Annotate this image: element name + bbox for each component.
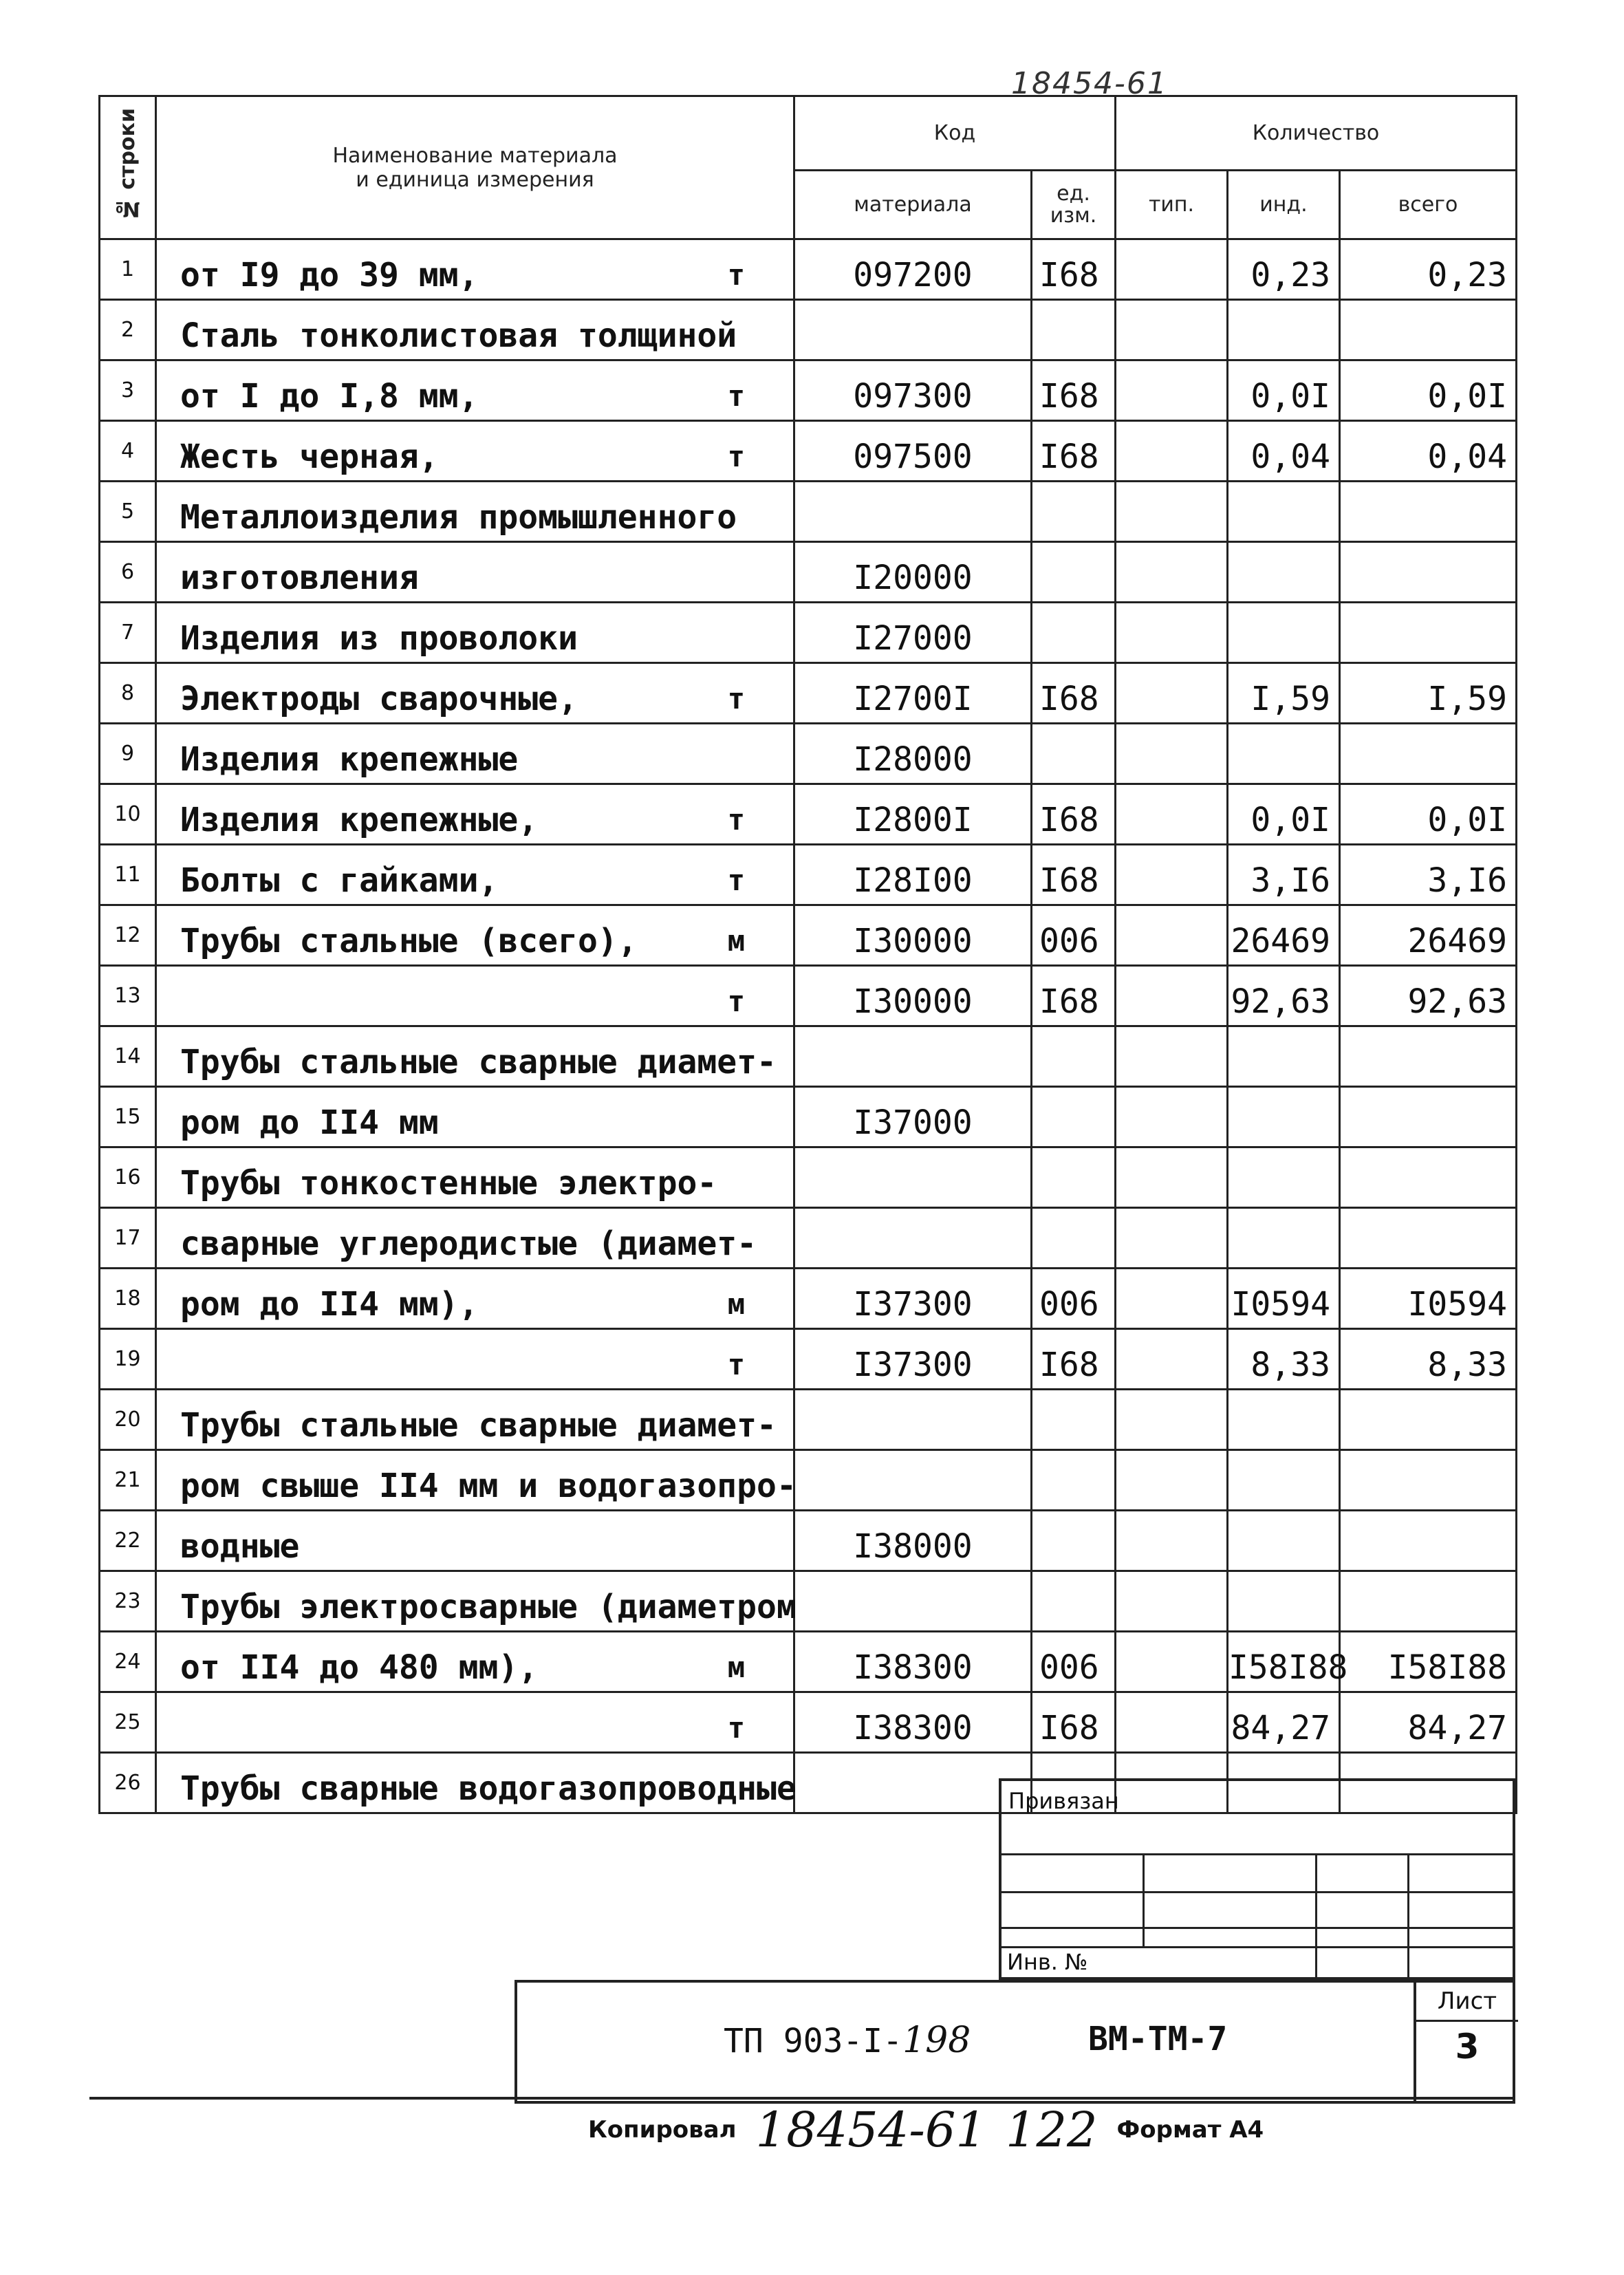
row-unit: т <box>727 984 745 1018</box>
row-name-text: изготовления <box>180 559 419 597</box>
row-number: 10 <box>100 784 156 845</box>
row-qty-total: 92,63 <box>1340 966 1517 1026</box>
row-number: 25 <box>100 1692 156 1753</box>
row-name <box>156 603 794 663</box>
row-number: 14 <box>100 1026 156 1087</box>
row-unit: т <box>727 379 745 413</box>
row-qty-typ <box>1116 603 1228 663</box>
row-code <box>794 1026 1032 1087</box>
copied-number-2: 122 <box>1005 2102 1098 2158</box>
row-name-text: Трубы сварные водогазопроводные <box>180 1769 797 1808</box>
row-number: 18 <box>100 1269 156 1329</box>
row-unit-code <box>1032 482 1116 542</box>
stamp-divider <box>1407 1853 1409 1977</box>
row-name-text: от II4 до 480 мм), <box>180 1648 539 1687</box>
sheet-number: 3 <box>1455 2027 1480 2067</box>
row-qty-typ <box>1116 1269 1228 1329</box>
row-qty-ind <box>1228 1026 1340 1087</box>
row-number: 3 <box>100 360 156 421</box>
row-qty-total <box>1340 603 1517 663</box>
row-name <box>156 724 794 784</box>
row-name <box>156 1147 794 1208</box>
sheet-box <box>1414 1983 1518 2101</box>
row-number: 26 <box>100 1753 156 1813</box>
row-qty-total <box>1340 1511 1517 1571</box>
row-qty-ind <box>1228 603 1340 663</box>
row-qty-typ <box>1116 1208 1228 1269</box>
row-unit: т <box>727 1348 745 1381</box>
table-row <box>100 784 1517 845</box>
row-unit: т <box>727 440 745 473</box>
row-qty-ind <box>1228 1571 1340 1632</box>
stamp-rule <box>1002 1927 1515 1929</box>
row-qty-ind: 26469 <box>1228 905 1340 966</box>
row-unit-code <box>1032 1026 1116 1087</box>
row-number: 21 <box>100 1450 156 1511</box>
row-qty-total: I,59 <box>1340 663 1517 724</box>
header-qty-ind: инд. <box>1228 171 1340 239</box>
header-quantity: Количество <box>1116 96 1517 171</box>
row-qty-typ <box>1116 724 1228 784</box>
row-qty-ind: 92,63 <box>1228 966 1340 1026</box>
row-unit-code: I68 <box>1032 239 1116 300</box>
row-name-text: от I до I,8 мм, <box>180 377 479 416</box>
row-qty-typ <box>1116 300 1228 360</box>
header-code-material: материала <box>794 171 1032 239</box>
row-unit: т <box>727 803 745 837</box>
row-qty-typ <box>1116 1147 1228 1208</box>
row-qty-total <box>1340 1390 1517 1450</box>
row-qty-typ <box>1116 1511 1228 1571</box>
row-unit-code: I68 <box>1032 966 1116 1026</box>
bound-label: Привязан <box>1008 1788 1119 1814</box>
row-name-text: ром до II4 мм), <box>180 1285 479 1324</box>
row-unit: т <box>727 258 745 292</box>
header-row-number: № строки <box>100 96 156 239</box>
title-block <box>515 1980 1515 2104</box>
row-code: 097300 <box>794 360 1032 421</box>
row-number: 6 <box>100 542 156 603</box>
row-unit-code: I68 <box>1032 421 1116 482</box>
document-number: ТП 903-I-198 <box>724 2020 971 2061</box>
row-qty-ind: 0,0I <box>1228 360 1340 421</box>
row-unit-code <box>1032 300 1116 360</box>
row-qty-typ <box>1116 905 1228 966</box>
row-name <box>156 360 794 421</box>
row-name-text <box>157 1346 180 1384</box>
row-name-text: водные <box>180 1527 300 1566</box>
row-qty-total <box>1340 482 1517 542</box>
stamp-rule <box>1002 1891 1515 1893</box>
header-name: Наименование материала и единица измерения <box>156 96 794 239</box>
table-row <box>100 663 1517 724</box>
row-name-text: Электроды сварочные, <box>180 680 578 718</box>
document-code: ВМ-ТМ-7 <box>1088 2020 1228 2058</box>
row-qty-ind: 84,27 <box>1228 1692 1340 1753</box>
row-code: I30000 <box>794 905 1032 966</box>
materials-table <box>98 95 1517 1814</box>
row-name <box>156 966 794 1026</box>
row-qty-total <box>1340 1147 1517 1208</box>
row-name <box>156 1571 797 1632</box>
row-name-text: сварные углеродистые (диамет- <box>180 1225 757 1263</box>
row-name <box>156 845 794 905</box>
row-number: 17 <box>100 1208 156 1269</box>
inv-label: Инв. № <box>1007 1949 1088 1975</box>
row-number: 23 <box>100 1571 156 1632</box>
row-code: I28000 <box>794 724 1032 784</box>
binding-stamp <box>999 1778 1515 1980</box>
row-qty-typ <box>1116 239 1228 300</box>
row-number: 5 <box>100 482 156 542</box>
row-name <box>156 421 794 482</box>
row-qty-total: 0,04 <box>1340 421 1517 482</box>
row-name <box>156 1026 794 1087</box>
table-row <box>100 421 1517 482</box>
row-unit-code <box>1032 1087 1116 1147</box>
row-name <box>156 1390 794 1450</box>
row-qty-ind: I0594 <box>1228 1269 1340 1329</box>
row-unit-code: I68 <box>1032 1329 1116 1390</box>
row-name <box>156 1208 794 1269</box>
row-name-text <box>157 1709 180 1747</box>
row-qty-total <box>1340 300 1517 360</box>
row-name <box>156 1511 794 1571</box>
row-unit-code <box>1032 542 1116 603</box>
table-row <box>100 603 1517 663</box>
row-code <box>794 1450 1032 1511</box>
row-qty-ind: 0,23 <box>1228 239 1340 300</box>
row-code: I38300 <box>794 1632 1032 1692</box>
row-qty-typ <box>1116 1692 1228 1753</box>
table-row <box>100 1450 1517 1511</box>
row-qty-typ <box>1116 542 1228 603</box>
row-unit: м <box>727 1650 745 1684</box>
row-qty-total: 0,23 <box>1340 239 1517 300</box>
row-name-text: Металлоизделия промышленного <box>180 498 737 537</box>
row-code <box>794 1571 1032 1632</box>
row-unit-code <box>1032 724 1116 784</box>
row-number: 1 <box>100 239 156 300</box>
row-name-text: Трубы стальные сварные диамет- <box>180 1043 777 1081</box>
table-row <box>100 1511 1517 1571</box>
row-qty-ind <box>1228 724 1340 784</box>
stamp-rule <box>1002 1853 1515 1855</box>
row-name <box>156 784 794 845</box>
row-qty-typ <box>1116 360 1228 421</box>
row-unit: м <box>727 1287 745 1321</box>
row-qty-typ <box>1116 845 1228 905</box>
copied-label: Копировал <box>588 2116 737 2144</box>
row-name-text: Изделия из проволоки <box>180 619 578 658</box>
row-name <box>156 482 794 542</box>
row-number: 20 <box>100 1390 156 1450</box>
table-row <box>100 542 1517 603</box>
table-row <box>100 482 1517 542</box>
row-number: 22 <box>100 1511 156 1571</box>
row-qty-typ <box>1116 1329 1228 1390</box>
row-unit-code <box>1032 1390 1116 1450</box>
row-qty-ind: 0,0I <box>1228 784 1340 845</box>
row-code: I37000 <box>794 1087 1032 1147</box>
row-number: 12 <box>100 905 156 966</box>
row-qty-total <box>1340 1026 1517 1087</box>
row-name-text: Трубы стальные сварные диамет- <box>180 1406 777 1445</box>
row-qty-ind: I58I88 <box>1228 1632 1340 1692</box>
row-name <box>156 1450 797 1511</box>
row-code: I2700I <box>794 663 1032 724</box>
row-number: 24 <box>100 1632 156 1692</box>
format-label: Формат А4 <box>1116 2116 1264 2144</box>
row-code: I2800I <box>794 784 1032 845</box>
row-qty-typ <box>1116 663 1228 724</box>
row-name-text: Трубы стальные (всего), <box>180 922 638 960</box>
row-code <box>794 300 1032 360</box>
row-name-text: Трубы тонкостенные электро- <box>180 1164 717 1203</box>
row-name-text: Изделия крепежные <box>180 740 519 779</box>
row-qty-ind <box>1228 482 1340 542</box>
row-name <box>156 1329 794 1390</box>
row-qty-total: 8,33 <box>1340 1329 1517 1390</box>
row-name <box>156 663 794 724</box>
table-row <box>100 1147 1517 1208</box>
row-number: 4 <box>100 421 156 482</box>
row-name-text: Сталь тонколистовая толщиной <box>180 316 737 355</box>
row-qty-typ <box>1116 1450 1228 1511</box>
header-note: 18454-61 <box>1011 66 1168 101</box>
header-code-unit: ед. изм. <box>1032 171 1116 239</box>
table-row <box>100 1269 1517 1329</box>
row-qty-total <box>1340 1571 1517 1632</box>
row-code <box>794 1147 1032 1208</box>
row-qty-total: 0,0I <box>1340 784 1517 845</box>
row-code <box>794 482 1032 542</box>
row-name-text: Изделия крепежные, <box>180 801 539 839</box>
row-unit-code <box>1032 603 1116 663</box>
row-qty-typ <box>1116 1087 1228 1147</box>
row-code <box>794 1208 1032 1269</box>
row-qty-ind <box>1228 1087 1340 1147</box>
row-qty-typ <box>1116 966 1228 1026</box>
row-name <box>156 905 794 966</box>
row-qty-ind <box>1228 300 1340 360</box>
row-name <box>156 239 794 300</box>
row-unit-code: I68 <box>1032 663 1116 724</box>
row-qty-typ <box>1116 1571 1228 1632</box>
table-row <box>100 1692 1517 1753</box>
table-row <box>100 360 1517 421</box>
row-unit: м <box>727 924 745 958</box>
row-unit-code: I68 <box>1032 1692 1116 1753</box>
header-qty-typ: тип. <box>1116 171 1228 239</box>
row-name-text: Болты с гайками, <box>180 861 499 900</box>
row-name-text: Жесть черная, <box>180 438 439 476</box>
row-name <box>156 1269 794 1329</box>
row-code: I28I00 <box>794 845 1032 905</box>
row-qty-total: 84,27 <box>1340 1692 1517 1753</box>
row-code: I30000 <box>794 966 1032 1026</box>
row-unit-code: I68 <box>1032 360 1116 421</box>
row-qty-ind: 3,I6 <box>1228 845 1340 905</box>
table-row <box>100 1329 1517 1390</box>
row-qty-total <box>1340 1208 1517 1269</box>
row-qty-typ <box>1116 1390 1228 1450</box>
table-row <box>100 966 1517 1026</box>
row-unit-code: I68 <box>1032 784 1116 845</box>
row-qty-ind: 0,04 <box>1228 421 1340 482</box>
document-number-handwritten: 198 <box>902 2020 971 2061</box>
table-row <box>100 1026 1517 1087</box>
row-qty-ind <box>1228 1450 1340 1511</box>
row-number: 9 <box>100 724 156 784</box>
sheet-label: Лист <box>1416 1983 1518 2022</box>
row-unit-code: 006 <box>1032 1269 1116 1329</box>
row-number: 8 <box>100 663 156 724</box>
table-row <box>100 300 1517 360</box>
row-unit-code <box>1032 1511 1116 1571</box>
row-qty-total: 3,I6 <box>1340 845 1517 905</box>
row-code: I38300 <box>794 1692 1032 1753</box>
row-name-text: Трубы электросварные (диаметром <box>180 1588 797 1626</box>
row-qty-total: I58I88 <box>1340 1632 1517 1692</box>
row-name <box>156 542 794 603</box>
row-qty-ind <box>1228 1147 1340 1208</box>
table-body <box>100 239 1517 1813</box>
header-qty-total: всего <box>1340 171 1517 239</box>
row-unit-code: 006 <box>1032 905 1116 966</box>
row-qty-typ <box>1116 421 1228 482</box>
row-qty-total <box>1340 1450 1517 1511</box>
table-row <box>100 1087 1517 1147</box>
table-row <box>100 239 1517 300</box>
row-name <box>156 300 794 360</box>
row-qty-total <box>1340 1087 1517 1147</box>
row-code: I20000 <box>794 542 1032 603</box>
row-name <box>156 1632 794 1692</box>
row-qty-total: I0594 <box>1340 1269 1517 1329</box>
row-code <box>794 1390 1032 1450</box>
row-qty-typ <box>1116 1632 1228 1692</box>
row-qty-ind <box>1228 1511 1340 1571</box>
row-qty-typ <box>1116 784 1228 845</box>
row-code: I27000 <box>794 603 1032 663</box>
row-qty-typ <box>1116 1026 1228 1087</box>
row-number: 11 <box>100 845 156 905</box>
row-unit-code <box>1032 1571 1116 1632</box>
row-unit: т <box>727 1711 745 1745</box>
row-number: 15 <box>100 1087 156 1147</box>
row-name-text: ром до II4 мм <box>180 1103 439 1142</box>
table-row <box>100 1390 1517 1450</box>
row-number: 19 <box>100 1329 156 1390</box>
row-qty-total <box>1340 724 1517 784</box>
bottom-rule <box>89 2097 1515 2100</box>
table-row <box>100 845 1517 905</box>
row-qty-ind <box>1228 542 1340 603</box>
row-code: I37300 <box>794 1269 1032 1329</box>
row-unit-code <box>1032 1208 1116 1269</box>
row-unit-code: 006 <box>1032 1632 1116 1692</box>
footer <box>588 2102 1264 2158</box>
row-name <box>156 1087 794 1147</box>
table-row <box>100 1632 1517 1692</box>
table-row <box>100 1208 1517 1269</box>
row-number: 13 <box>100 966 156 1026</box>
row-code <box>794 1753 1032 1813</box>
row-unit: т <box>727 682 745 715</box>
row-unit-code <box>1032 1147 1116 1208</box>
row-name-text: от I9 до 39 мм, <box>180 256 479 294</box>
row-name-text: ром свыше II4 мм и водогазопро- <box>180 1467 797 1505</box>
row-qty-total: 26469 <box>1340 905 1517 966</box>
row-qty-total: 0,0I <box>1340 360 1517 421</box>
row-code: 097200 <box>794 239 1032 300</box>
header-code: Код <box>794 96 1116 171</box>
table-row <box>100 1571 1517 1632</box>
row-qty-typ <box>1116 482 1228 542</box>
row-qty-total <box>1340 542 1517 603</box>
copied-number: 18454-61 <box>755 2102 986 2158</box>
row-unit-code: I68 <box>1032 845 1116 905</box>
row-unit-code <box>1032 1450 1116 1511</box>
row-qty-ind: 8,33 <box>1228 1329 1340 1390</box>
row-name <box>156 1692 794 1753</box>
row-code: 097500 <box>794 421 1032 482</box>
row-unit: т <box>727 863 745 897</box>
table-row <box>100 905 1517 966</box>
stamp-rule <box>1002 1946 1515 1948</box>
row-code: I37300 <box>794 1329 1032 1390</box>
row-code: I38000 <box>794 1511 1032 1571</box>
row-number: 2 <box>100 300 156 360</box>
row-name <box>156 1753 797 1813</box>
row-qty-ind <box>1228 1390 1340 1450</box>
row-qty-ind: I,59 <box>1228 663 1340 724</box>
stamp-divider <box>1315 1853 1317 1977</box>
stamp-divider <box>1143 1853 1145 1946</box>
row-number: 7 <box>100 603 156 663</box>
row-number: 16 <box>100 1147 156 1208</box>
row-qty-ind <box>1228 1208 1340 1269</box>
table-row <box>100 724 1517 784</box>
row-name-text <box>157 982 180 1021</box>
